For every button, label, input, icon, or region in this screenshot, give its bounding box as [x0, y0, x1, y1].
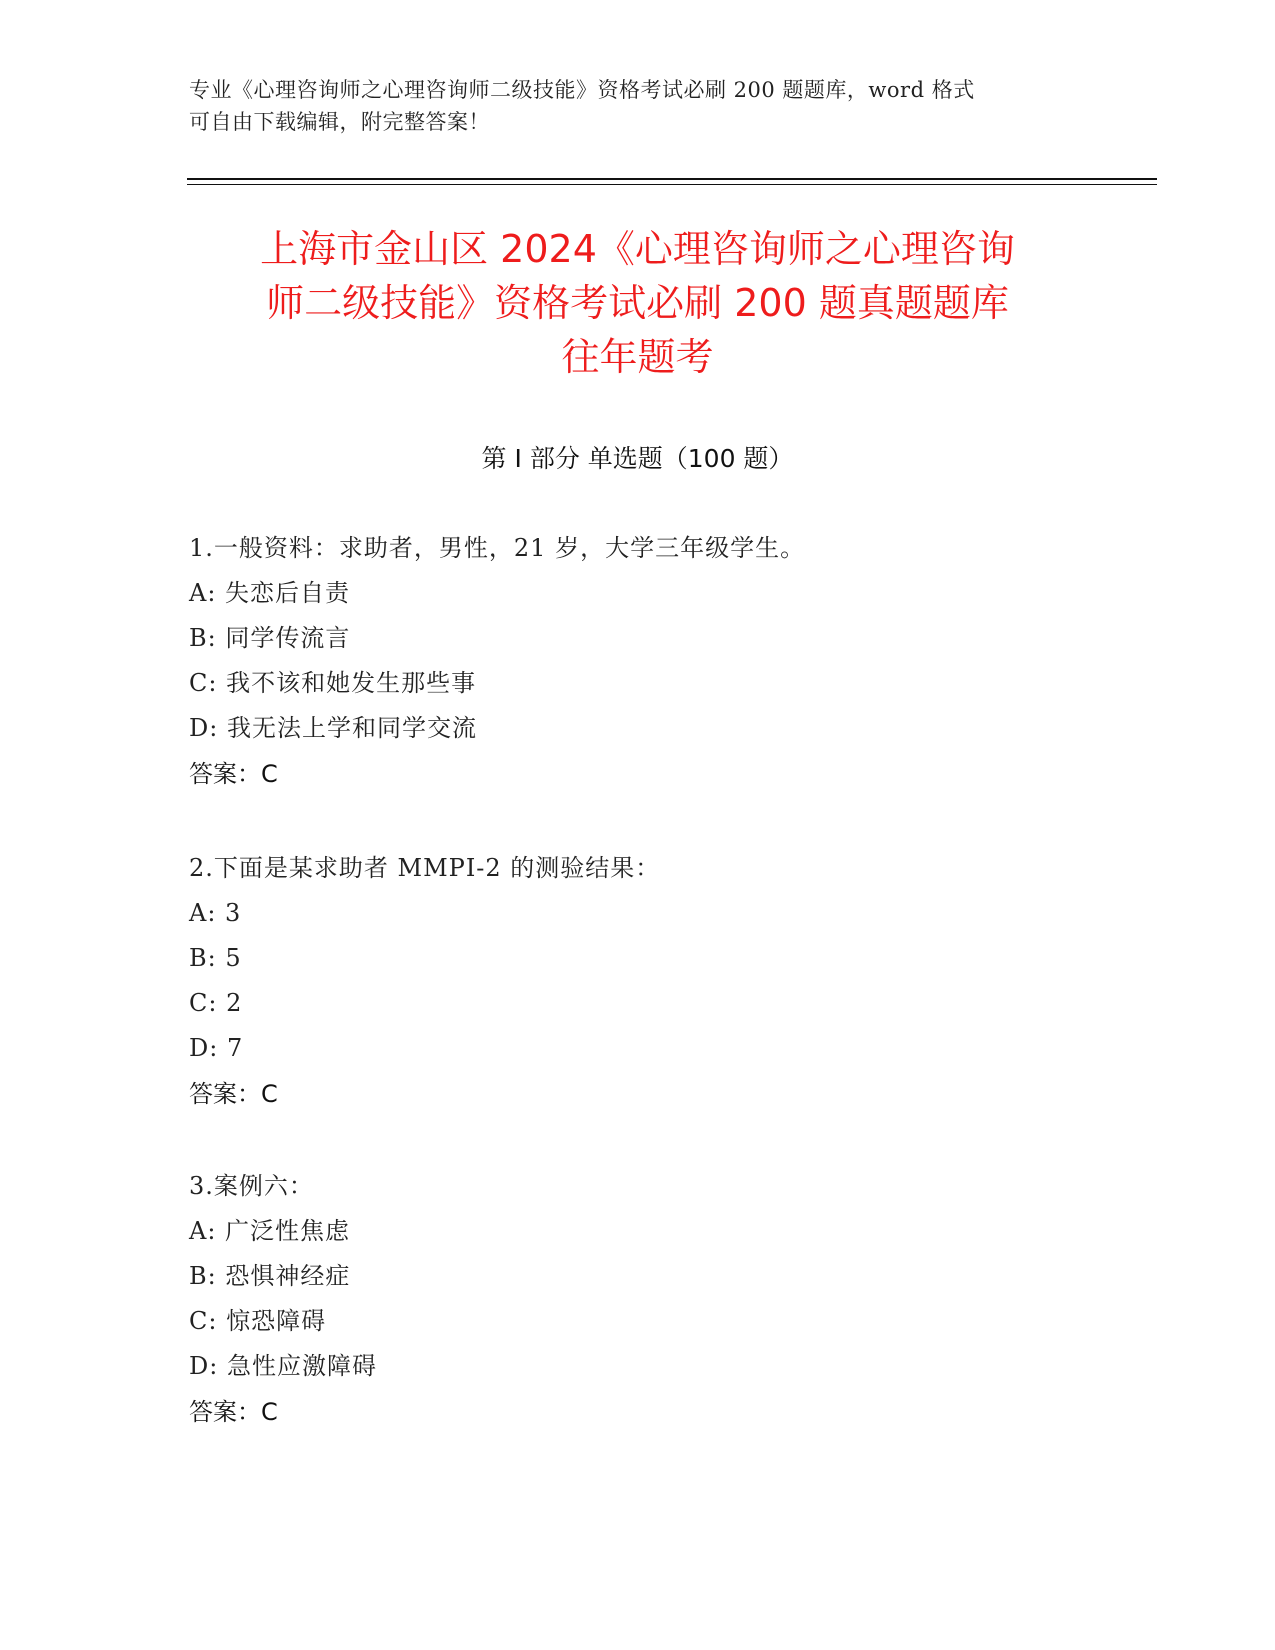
- section-heading: 第 I 部分 单选题（100 题）: [481, 444, 794, 473]
- question-block-3: [189, 1164, 1149, 1435]
- header-note: [189, 74, 1069, 138]
- option-a: A: 广泛性焦虑: [189, 1217, 351, 1245]
- answer-line: 答案：C: [189, 1080, 278, 1108]
- document-title: [150, 222, 1125, 384]
- header-rule-thick: [187, 178, 1157, 180]
- option-a: A: 失恋后自责: [189, 579, 351, 607]
- header-note-line-2: 可自由下载编辑，附完整答案！: [189, 110, 490, 134]
- answer-line: 答案：C: [189, 760, 278, 788]
- answer-line: 答案：C: [189, 1398, 278, 1426]
- question-block-2: [189, 846, 1149, 1117]
- document-title-line-1: 上海市金山区 2024《心理咨询师之心理咨询: [260, 227, 1015, 271]
- option-c: C: 我不该和她发生那些事: [189, 669, 477, 697]
- option-b: B: 恐惧神经症: [189, 1262, 351, 1290]
- question-stem: 3.案例六：: [189, 1172, 314, 1200]
- header-note-line-1: 专业《心理咨询师之心理咨询师二级技能》资格考试必刷 200 题题库，word 格式: [189, 78, 975, 102]
- option-b: B: 5: [189, 944, 242, 972]
- document-title-line-3: 往年题考: [561, 335, 714, 379]
- question-stem: 2.下面是某求助者 MMPI-2 的测验结果：: [189, 854, 661, 882]
- option-d: D: 我无法上学和同学交流: [189, 714, 477, 742]
- option-a: A: 3: [189, 899, 242, 927]
- header-rule-thin: [187, 184, 1157, 185]
- option-c: C: 2: [189, 989, 243, 1017]
- document-title-line-2: 师二级技能》资格考试必刷 200 题真题题库: [266, 281, 1009, 325]
- option-b: B: 同学传流言: [189, 624, 351, 652]
- question-block-1: [189, 526, 1149, 797]
- option-d: D: 急性应激障碍: [189, 1352, 377, 1380]
- option-d: D: 7: [189, 1034, 244, 1062]
- option-c: C: 惊恐障碍: [189, 1307, 327, 1335]
- question-stem: 1.一般资料：求助者，男性，21 岁，大学三年级学生。: [189, 534, 806, 562]
